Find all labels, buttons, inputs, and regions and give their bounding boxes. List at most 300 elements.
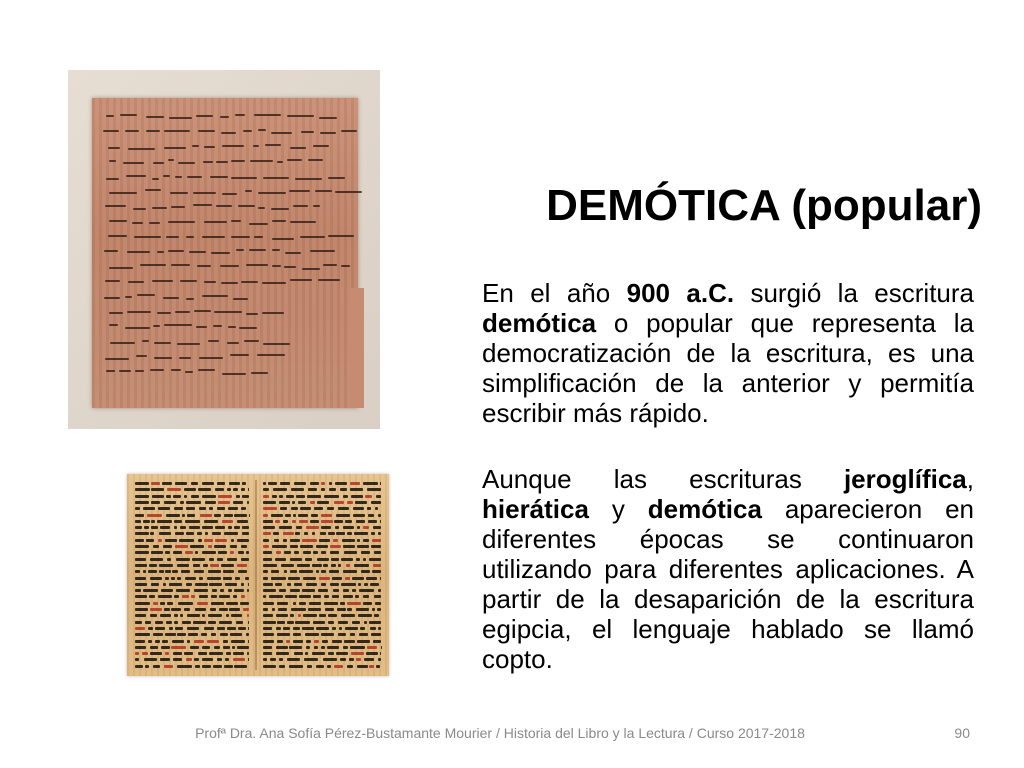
script-stroke bbox=[241, 583, 244, 586]
script-stroke bbox=[109, 160, 116, 162]
script-stroke bbox=[211, 633, 215, 636]
script-stroke bbox=[126, 175, 146, 177]
script-stroke bbox=[128, 148, 155, 150]
script-stroke bbox=[343, 646, 348, 649]
script-stroke bbox=[263, 520, 273, 523]
script-stroke bbox=[165, 652, 169, 655]
script-stroke bbox=[298, 514, 308, 517]
script-stroke bbox=[237, 520, 248, 523]
script-stroke bbox=[350, 488, 362, 491]
script-stroke bbox=[135, 658, 139, 661]
script-stroke bbox=[135, 501, 149, 504]
script-stroke bbox=[164, 665, 173, 668]
script-stroke bbox=[355, 501, 368, 504]
script-stroke bbox=[105, 280, 120, 282]
script-stroke bbox=[208, 340, 219, 342]
script-stroke bbox=[359, 633, 368, 636]
script-stroke bbox=[164, 501, 176, 504]
script-stroke bbox=[149, 564, 157, 567]
script-stroke bbox=[279, 526, 292, 529]
script-stroke bbox=[294, 583, 302, 586]
script-stroke bbox=[321, 526, 330, 529]
text-run: Aunque las escrituras bbox=[482, 464, 844, 494]
script-stroke bbox=[175, 627, 183, 630]
script-stroke bbox=[203, 564, 208, 567]
script-stroke bbox=[313, 205, 320, 207]
script-stroke bbox=[207, 640, 220, 643]
demotic-papyrus-image bbox=[68, 70, 380, 429]
script-stroke bbox=[352, 621, 360, 624]
script-stroke bbox=[366, 652, 378, 655]
script-stroke bbox=[291, 507, 299, 510]
script-stroke bbox=[316, 627, 329, 630]
script-stroke bbox=[218, 501, 230, 504]
script-stroke bbox=[202, 295, 228, 297]
script-stroke bbox=[321, 551, 326, 554]
script-stroke bbox=[241, 281, 258, 283]
script-stroke bbox=[353, 514, 365, 517]
script-stroke bbox=[318, 589, 328, 592]
script-stroke bbox=[204, 281, 216, 283]
script-stroke bbox=[196, 115, 213, 117]
script-stroke bbox=[220, 265, 239, 267]
script-stroke bbox=[263, 652, 272, 655]
script-stroke bbox=[243, 130, 252, 132]
script-stroke bbox=[175, 311, 191, 313]
script-stroke bbox=[163, 297, 178, 299]
script-stroke bbox=[321, 488, 325, 491]
script-stroke bbox=[333, 539, 338, 542]
script-stroke bbox=[310, 250, 335, 252]
script-stroke bbox=[251, 372, 268, 374]
script-stroke bbox=[137, 294, 155, 296]
script-stroke bbox=[321, 514, 332, 517]
script-stroke bbox=[221, 564, 234, 567]
script-stroke bbox=[306, 583, 317, 586]
script-stroke bbox=[188, 633, 197, 636]
script-stroke bbox=[263, 646, 272, 649]
script-stroke bbox=[238, 205, 255, 207]
script-stroke bbox=[165, 633, 175, 636]
script-stroke bbox=[247, 614, 249, 617]
script-stroke bbox=[230, 633, 241, 636]
script-stroke bbox=[143, 570, 146, 573]
script-stroke bbox=[119, 370, 130, 372]
script-stroke bbox=[338, 564, 342, 567]
script-stroke bbox=[120, 114, 137, 116]
script-stroke bbox=[293, 627, 300, 630]
script-stroke bbox=[279, 501, 289, 504]
script-stroke bbox=[199, 577, 204, 580]
script-stroke bbox=[109, 312, 123, 314]
script-stroke bbox=[313, 551, 319, 554]
script-stroke bbox=[324, 595, 329, 598]
script-stroke bbox=[321, 520, 333, 523]
script-stroke bbox=[361, 551, 370, 554]
script-stroke bbox=[198, 539, 202, 542]
script-stroke bbox=[202, 482, 214, 485]
script-stroke bbox=[277, 633, 290, 636]
script-stroke bbox=[190, 545, 204, 548]
script-stroke bbox=[246, 313, 257, 315]
script-stroke bbox=[179, 539, 194, 542]
script-stroke bbox=[290, 147, 306, 149]
script-stroke bbox=[174, 507, 183, 510]
script-stroke bbox=[314, 507, 323, 510]
script-stroke bbox=[155, 640, 160, 643]
script-stroke bbox=[197, 265, 211, 267]
script-stroke bbox=[263, 488, 269, 491]
script-stroke bbox=[193, 621, 206, 624]
script-stroke bbox=[302, 268, 320, 270]
script-stroke bbox=[364, 658, 375, 661]
script-stroke bbox=[146, 130, 160, 132]
script-stroke bbox=[283, 532, 294, 535]
script-stroke bbox=[104, 297, 120, 299]
script-stroke bbox=[135, 583, 147, 586]
script-stroke bbox=[109, 267, 134, 269]
script-stroke bbox=[292, 501, 295, 504]
script-stroke bbox=[290, 570, 298, 573]
script-stroke bbox=[324, 602, 338, 605]
script-stroke bbox=[236, 495, 240, 498]
script-stroke bbox=[225, 658, 229, 661]
script-stroke bbox=[330, 545, 340, 548]
script-stroke bbox=[177, 633, 185, 636]
script-stroke bbox=[103, 130, 119, 132]
script-stroke bbox=[338, 507, 348, 510]
script-stroke bbox=[307, 665, 312, 668]
script-stroke bbox=[176, 589, 190, 592]
script-stroke bbox=[271, 570, 279, 573]
script-stroke bbox=[210, 564, 219, 567]
script-stroke bbox=[343, 545, 355, 548]
script-stroke bbox=[185, 577, 196, 580]
script-stroke bbox=[135, 507, 140, 510]
script-stroke bbox=[277, 602, 288, 605]
script-stroke bbox=[225, 583, 237, 586]
script-stroke bbox=[376, 495, 381, 498]
script-stroke bbox=[273, 488, 287, 491]
script-stroke bbox=[334, 501, 345, 504]
script-stroke bbox=[319, 614, 325, 617]
script-stroke bbox=[357, 545, 369, 548]
script-stroke bbox=[167, 488, 181, 491]
script-stroke bbox=[340, 602, 345, 605]
script-stroke bbox=[344, 640, 355, 643]
script-stroke bbox=[196, 326, 207, 328]
script-stroke bbox=[354, 564, 368, 567]
script-stroke bbox=[186, 532, 194, 535]
script-stroke bbox=[298, 501, 305, 504]
text-run: y bbox=[588, 494, 648, 524]
script-stroke bbox=[167, 558, 171, 561]
paragraph-scripts bbox=[482, 464, 974, 674]
script-stroke bbox=[316, 570, 319, 573]
script-stroke bbox=[327, 507, 334, 510]
script-stroke bbox=[224, 514, 233, 517]
script-stroke bbox=[175, 545, 188, 548]
script-stroke bbox=[135, 614, 146, 617]
script-stroke bbox=[258, 207, 265, 209]
script-stroke bbox=[356, 558, 361, 561]
script-stroke bbox=[356, 520, 365, 523]
script-stroke bbox=[165, 570, 170, 573]
script-stroke bbox=[272, 608, 276, 611]
script-stroke bbox=[350, 482, 360, 485]
script-stroke bbox=[265, 144, 281, 146]
script-stroke bbox=[334, 665, 344, 668]
script-stroke bbox=[380, 577, 381, 580]
script-stroke bbox=[212, 532, 221, 535]
script-stroke bbox=[275, 583, 282, 586]
script-stroke bbox=[234, 665, 247, 668]
script-stroke bbox=[321, 570, 325, 573]
script-stroke bbox=[372, 608, 375, 611]
script-stroke bbox=[191, 482, 198, 485]
script-stroke bbox=[153, 162, 164, 164]
script-stroke bbox=[186, 507, 196, 510]
script-stroke bbox=[285, 514, 290, 517]
script-stroke bbox=[172, 570, 177, 573]
script-stroke bbox=[123, 162, 144, 164]
script-stroke bbox=[135, 488, 150, 491]
papyrus-sheet bbox=[92, 98, 358, 408]
script-stroke bbox=[186, 501, 200, 504]
script-stroke bbox=[310, 520, 319, 523]
script-stroke bbox=[159, 532, 172, 535]
script-stroke bbox=[151, 488, 163, 491]
script-stroke bbox=[177, 665, 191, 668]
script-stroke bbox=[231, 160, 245, 162]
script-stroke bbox=[142, 340, 148, 342]
script-stroke bbox=[305, 652, 309, 655]
script-stroke bbox=[147, 514, 161, 517]
script-stroke bbox=[329, 482, 332, 485]
script-stroke bbox=[357, 640, 370, 643]
script-stroke bbox=[214, 311, 242, 313]
script-stroke bbox=[254, 114, 281, 116]
script-stroke bbox=[375, 602, 381, 605]
script-stroke bbox=[109, 192, 137, 194]
script-stroke bbox=[351, 495, 363, 498]
script-stroke bbox=[106, 178, 119, 180]
script-stroke bbox=[189, 251, 206, 253]
script-stroke bbox=[168, 159, 175, 161]
script-stroke bbox=[357, 539, 360, 542]
bold-date: 900 a.C. bbox=[626, 278, 735, 308]
script-stroke bbox=[209, 652, 223, 655]
script-stroke bbox=[367, 646, 376, 649]
script-stroke bbox=[375, 507, 379, 510]
script-stroke bbox=[233, 658, 245, 661]
script-stroke bbox=[294, 482, 306, 485]
script-stroke bbox=[169, 627, 174, 630]
script-stroke bbox=[363, 558, 366, 561]
script-stroke bbox=[227, 342, 240, 344]
script-stroke bbox=[175, 176, 182, 178]
script-stroke bbox=[248, 627, 249, 630]
script-stroke bbox=[262, 282, 285, 284]
script-stroke bbox=[153, 325, 159, 327]
script-stroke bbox=[135, 602, 150, 605]
script-stroke bbox=[246, 264, 268, 266]
script-stroke bbox=[136, 355, 147, 357]
bold-term: demótica bbox=[647, 494, 762, 524]
script-stroke bbox=[158, 539, 162, 542]
script-stroke bbox=[378, 627, 381, 630]
script-stroke bbox=[127, 251, 151, 253]
script-stroke bbox=[263, 177, 289, 179]
script-stroke bbox=[158, 507, 169, 510]
script-stroke bbox=[289, 646, 302, 649]
script-stroke bbox=[209, 558, 214, 561]
script-stroke bbox=[214, 646, 220, 649]
script-stroke bbox=[202, 614, 205, 617]
script-stroke bbox=[135, 539, 144, 542]
script-stroke bbox=[363, 539, 369, 542]
script-stroke bbox=[276, 652, 289, 655]
script-stroke bbox=[245, 190, 252, 192]
script-stroke bbox=[160, 602, 165, 605]
script-stroke bbox=[374, 614, 379, 617]
script-stroke bbox=[262, 312, 284, 314]
script-stroke bbox=[194, 310, 211, 312]
script-stroke bbox=[233, 501, 243, 504]
script-stroke bbox=[356, 658, 361, 661]
script-stroke bbox=[197, 602, 208, 605]
script-stroke bbox=[222, 145, 244, 147]
script-stroke bbox=[350, 633, 355, 636]
script-stroke bbox=[248, 640, 249, 643]
script-stroke bbox=[322, 640, 328, 643]
script-stroke bbox=[234, 589, 244, 592]
script-stroke bbox=[217, 658, 222, 661]
script-stroke bbox=[263, 564, 277, 567]
script-stroke bbox=[338, 633, 346, 636]
script-stroke bbox=[347, 608, 351, 611]
script-stroke bbox=[241, 545, 247, 548]
script-stroke bbox=[134, 236, 161, 238]
script-stroke bbox=[263, 577, 268, 580]
script-stroke bbox=[160, 658, 169, 661]
script-stroke bbox=[221, 132, 236, 134]
script-stroke bbox=[108, 147, 120, 149]
script-stroke bbox=[166, 495, 170, 498]
script-stroke bbox=[311, 514, 318, 517]
script-stroke bbox=[173, 658, 182, 661]
script-stroke bbox=[197, 532, 202, 535]
script-stroke bbox=[148, 627, 153, 630]
text-run: aparecieron en diferentes épocas se continuaron utilizando para diferentes aplicaciones. A partir de la desaparición de la escritura egipcia, el lenguaje hablado se llamó copto. bbox=[482, 494, 974, 674]
script-stroke bbox=[151, 520, 154, 523]
script-stroke bbox=[290, 614, 294, 617]
script-stroke bbox=[341, 558, 353, 561]
script-stroke bbox=[199, 357, 223, 359]
script-stroke bbox=[228, 507, 238, 510]
script-stroke bbox=[216, 205, 233, 207]
script-stroke bbox=[180, 526, 186, 529]
script-stroke bbox=[230, 551, 234, 554]
script-stroke bbox=[287, 115, 314, 117]
script-stroke bbox=[246, 633, 249, 636]
script-stroke bbox=[164, 130, 190, 132]
script-stroke bbox=[293, 640, 303, 643]
script-stroke bbox=[150, 577, 162, 580]
script-stroke bbox=[336, 652, 349, 655]
script-stroke bbox=[303, 614, 317, 617]
script-stroke bbox=[219, 595, 230, 598]
script-stroke bbox=[145, 189, 161, 191]
script-stroke bbox=[373, 526, 381, 529]
script-stroke bbox=[313, 145, 329, 147]
script-stroke bbox=[305, 633, 319, 636]
script-stroke bbox=[223, 577, 232, 580]
script-stroke bbox=[270, 658, 276, 661]
script-stroke bbox=[155, 621, 163, 624]
script-stroke bbox=[233, 488, 238, 491]
script-stroke bbox=[367, 507, 370, 510]
script-stroke bbox=[195, 583, 207, 586]
script-stroke bbox=[194, 640, 204, 643]
script-stroke bbox=[289, 665, 303, 668]
script-stroke bbox=[340, 488, 347, 491]
script-stroke bbox=[153, 602, 158, 605]
script-stroke bbox=[371, 633, 381, 636]
script-stroke bbox=[248, 488, 249, 491]
script-stroke bbox=[319, 577, 329, 580]
script-stroke bbox=[278, 608, 287, 611]
script-stroke bbox=[248, 621, 249, 624]
script-stroke bbox=[355, 595, 359, 598]
script-stroke bbox=[157, 520, 172, 523]
script-stroke bbox=[273, 532, 279, 535]
script-stroke bbox=[302, 539, 317, 542]
script-stroke bbox=[148, 640, 152, 643]
script-stroke bbox=[263, 665, 276, 668]
script-stroke bbox=[185, 371, 193, 373]
script-stroke bbox=[321, 482, 325, 485]
script-stroke bbox=[135, 370, 145, 372]
script-stroke bbox=[307, 495, 321, 498]
script-stroke bbox=[279, 658, 282, 661]
script-stroke bbox=[319, 117, 337, 119]
script-stroke bbox=[329, 488, 335, 491]
script-stroke bbox=[279, 665, 286, 668]
script-stroke bbox=[135, 595, 147, 598]
script-stroke bbox=[284, 570, 288, 573]
script-stroke bbox=[193, 204, 212, 206]
hieratic-papyrus-image bbox=[127, 474, 389, 676]
script-stroke bbox=[372, 539, 381, 542]
script-stroke bbox=[231, 236, 250, 238]
script-stroke bbox=[329, 570, 339, 573]
script-stroke bbox=[185, 520, 200, 523]
column-divider bbox=[255, 480, 257, 670]
script-stroke bbox=[244, 340, 259, 342]
script-stroke bbox=[192, 558, 205, 561]
script-stroke bbox=[272, 238, 295, 240]
script-stroke bbox=[314, 640, 320, 643]
script-stroke bbox=[221, 282, 237, 284]
script-stroke bbox=[320, 132, 336, 134]
script-stroke bbox=[109, 324, 118, 326]
script-stroke bbox=[135, 646, 146, 649]
script-stroke bbox=[327, 646, 338, 649]
script-stroke bbox=[272, 495, 277, 498]
script-stroke bbox=[207, 577, 221, 580]
script-stroke bbox=[263, 507, 277, 510]
